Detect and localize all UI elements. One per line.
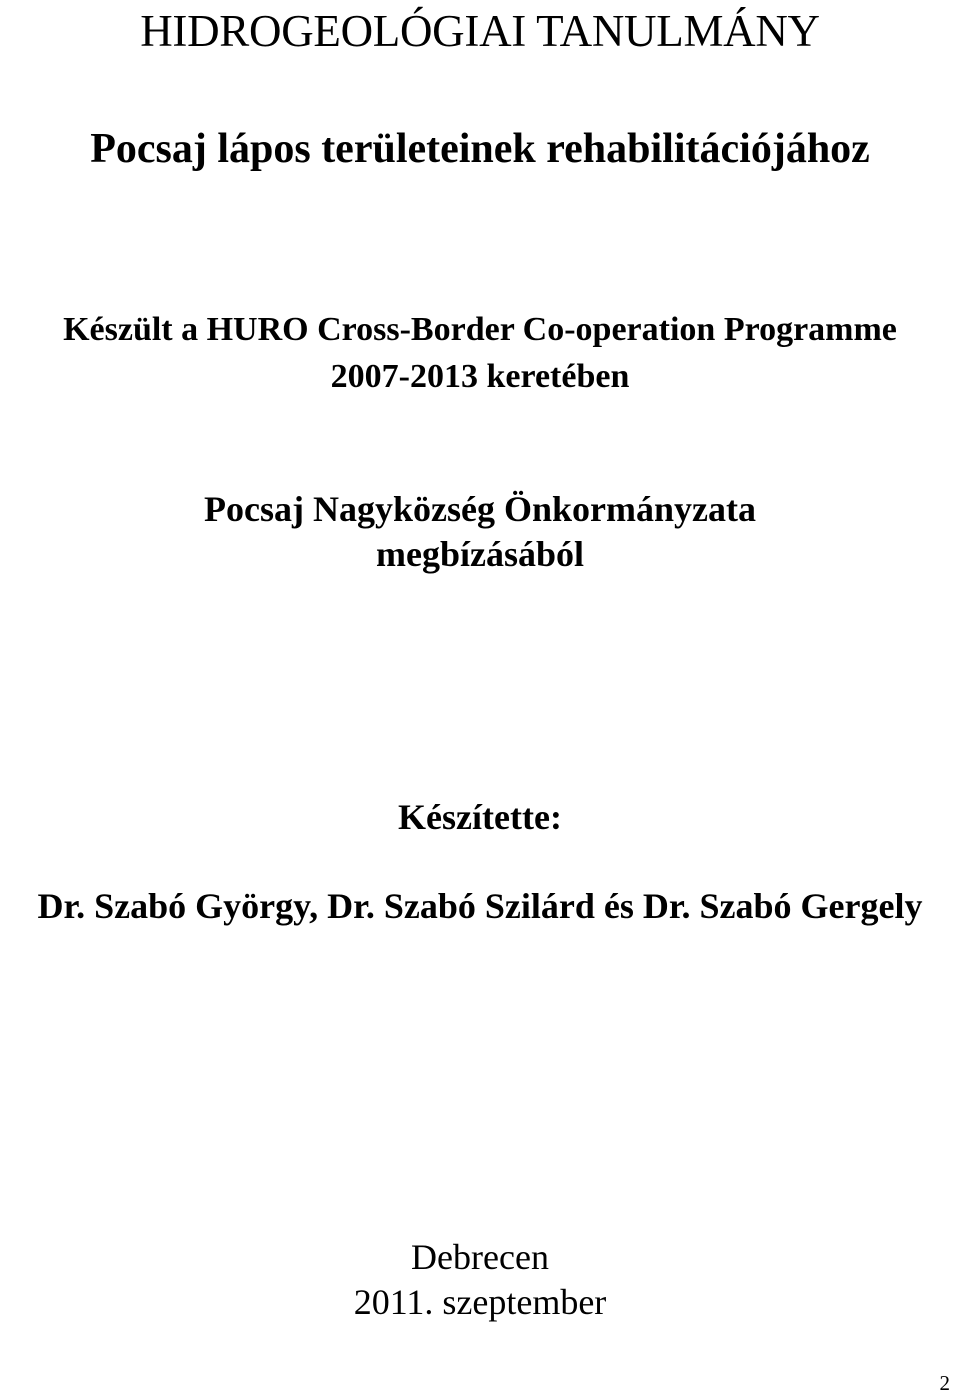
document-subtitle: Pocsaj lápos területeinek rehabilitációjához — [90, 126, 870, 172]
page-number: 2 — [939, 1371, 950, 1395]
authors-list: Dr. Szabó György, Dr. Szabó Szilárd és Dr. Szabó Gergely — [37, 886, 923, 926]
client-line-2: megbízásából — [375, 534, 584, 574]
document-title: HIDROGEOLÓGIAI TANULMÁNY — [140, 6, 820, 56]
programme-line-2: 2007-2013 keretében — [330, 358, 630, 395]
programme-line-1: Készült a HURO Cross-Border Co-operation Programme — [63, 311, 897, 348]
place-name: Debrecen — [411, 1237, 549, 1277]
client-line-1: Pocsaj Nagyközség Önkormányzata — [204, 489, 756, 529]
prepared-by-label: Készítette: — [398, 797, 562, 837]
publication-date: 2011. szeptember — [353, 1282, 607, 1322]
